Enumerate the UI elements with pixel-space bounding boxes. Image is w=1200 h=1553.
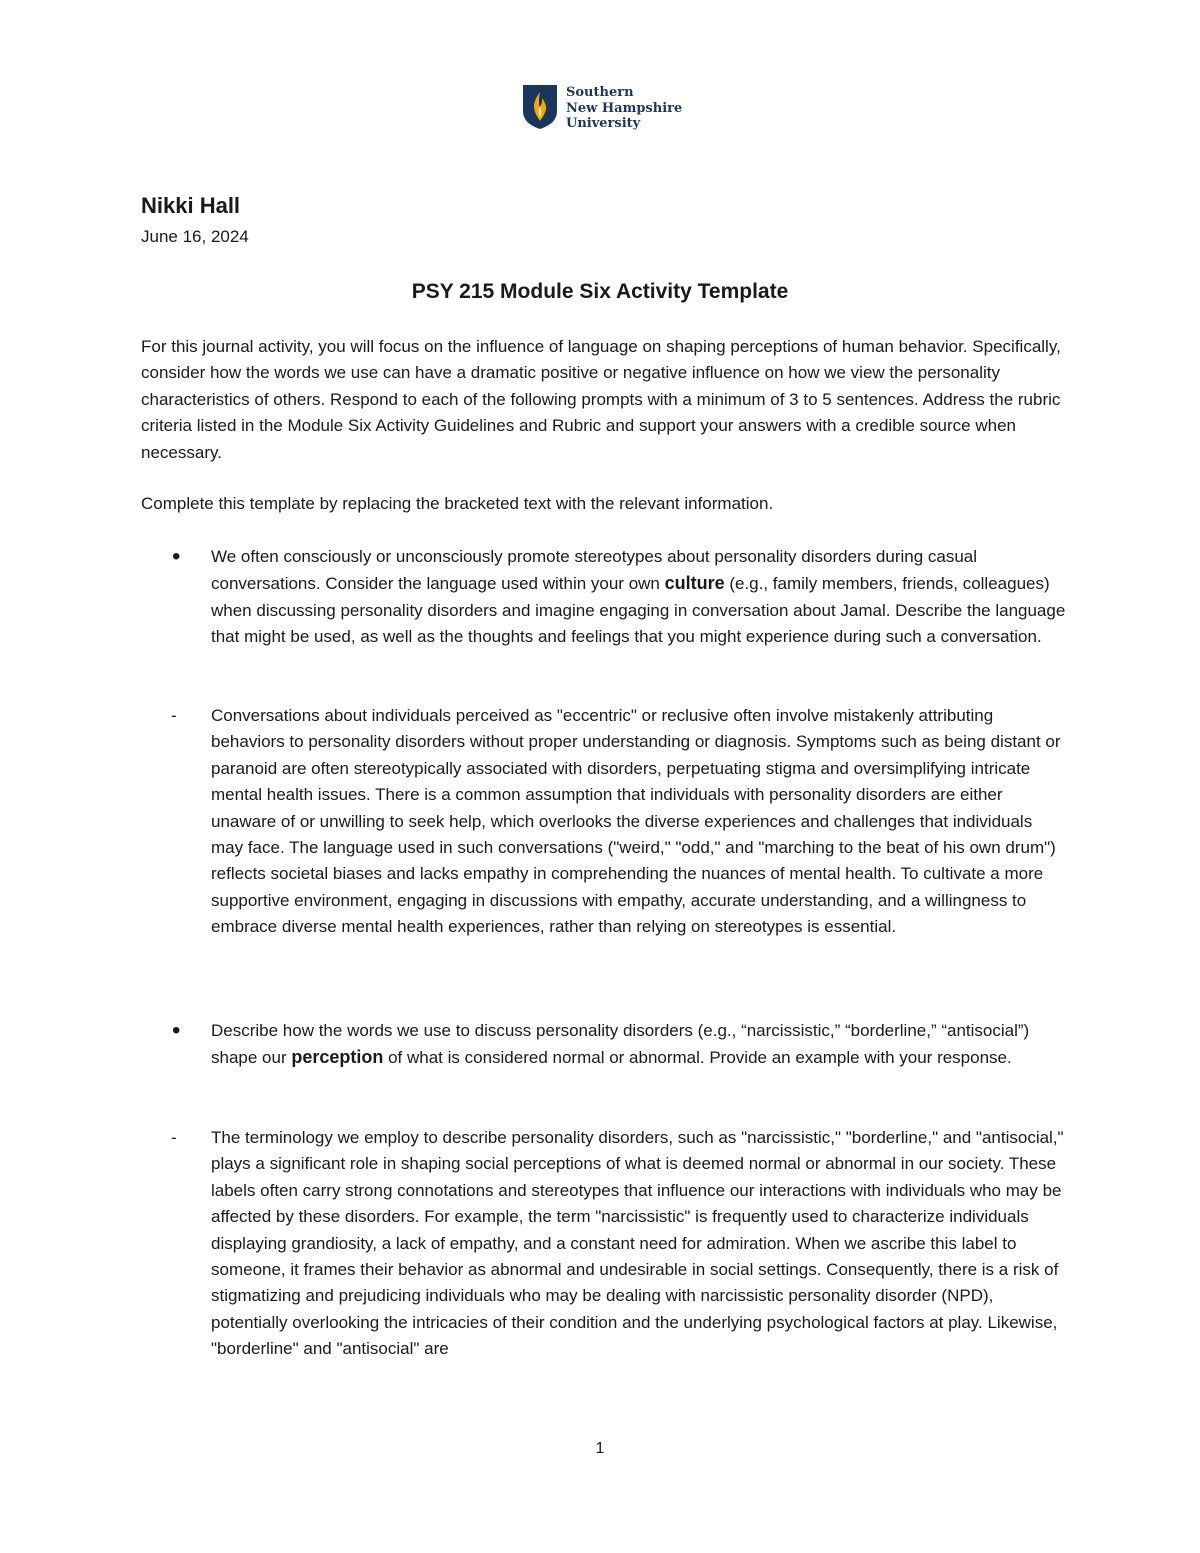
logo-line-1: Southern	[566, 85, 634, 100]
prompt-2	[141, 1018, 1066, 1072]
prompt-1	[141, 544, 1066, 651]
logo-wordmark	[566, 85, 682, 132]
emphasis-perception: perception	[291, 1047, 384, 1068]
logo-line-3: University	[566, 116, 641, 131]
prompt-text-after: (e.g., family members, friends, colleagues) when discussing personality disorders and imagine engaging in conversation about Jamal. Describe the language that might be used, as well as the thoughts and feelings that you might experience during such a conversation.	[211, 574, 1066, 647]
answer-text: The terminology we employ to describe personality disorders, such as "narcissistic," "borderline," and "antisocial," plays a significant role in shaping social perceptions of what is deemed normal or abnormal in our society. These labels often carry strong connotations and stereotypes that influence our interactions with individuals who may be affected by these disorders. For example, the term "narcissistic" is frequently used to characterize individuals displaying grandiosity, a lack of empathy, and a constant need for admiration. When we ascribe this label to someone, it frames their behavior as abnormal and undesirable in social settings. Consequently, there is a risk of stigmatizing and prejudicing individuals who may be dealing with narcissistic personality disorder (NPD), potentially overlooking the intricacies of their condition and the underlying psychological factors at play. Likewise, "borderline" and "antisocial" are	[211, 1128, 1064, 1359]
bullet-marker: •	[172, 543, 181, 570]
snhu-flame-shield-icon	[522, 84, 558, 130]
dash-marker: -	[171, 706, 177, 725]
emphasis-culture: culture	[664, 573, 725, 594]
page-number: 1	[595, 1440, 605, 1457]
prompt-text-before: Describe how the words we use to discuss personality disorders (e.g., “narcissistic,” “borderline,” “antisocial”) shape our	[211, 1021, 1030, 1068]
submission-date: June 16, 2024	[141, 227, 249, 246]
prompt-text-before: We often consciously or unconsciously promote stereotypes about personality disorders during casual conversations. Consider the language used within your own	[211, 547, 978, 594]
answer-1	[141, 703, 1066, 941]
answer-text: Conversations about individuals perceived as "eccentric" or reclusive often involve mistakenly attributing behaviors to personality disorders without proper understanding or diagnosis. Symptoms such as being distant or paranoid are often stereotypically associated with disorders, perpetuating stigma and oversimplifying intricate mental health issues. There is a common assumption that individuals with personality disorders are either unaware of or unwilling to seek help, which overlooks the diverse experiences and challenges that individuals may face. The language used in such conversations ("weird," "odd," and "marching to the beat of his own drum") reflects societal biases and lacks empathy in comprehending the nuances of mental health. To cultivate a more supportive environment, engaging in discussions with empathy, accurate understanding, and a willingness to embrace diverse mental health experiences, rather than relying on stereotypes is essential.	[211, 706, 1061, 937]
prompt-text	[211, 544, 1066, 651]
university-logo	[522, 84, 692, 132]
instruction-paragraph: Complete this template by replacing the bracketed text with the relevant information.	[141, 494, 774, 513]
author-name: Nikki Hall	[141, 193, 241, 218]
logo-line-2: New Hampshire	[566, 100, 683, 116]
prompt-text	[211, 1018, 1066, 1072]
bullet-marker: •	[172, 1017, 181, 1044]
dash-marker: -	[171, 1128, 177, 1147]
document-title: PSY 215 Module Six Activity Template	[411, 280, 789, 303]
prompt-text-after: of what is considered normal or abnormal. Provide an example with your response.	[383, 1048, 1012, 1068]
intro-paragraph: For this journal activity, you will focus on the influence of language on shaping perceptions of human behavior. Specifically, consider how the words we use can have a dramatic positive or negative influence on how we view the personality characteristics of others. Respond to each of the following prompts with a minimum of 3 to 5 sentences. Address the rubric criteria listed in the Module Six Activity Guidelines and Rubric and support your answers with a credible source when necessary.	[141, 337, 1061, 462]
answer-2	[141, 1125, 1066, 1363]
